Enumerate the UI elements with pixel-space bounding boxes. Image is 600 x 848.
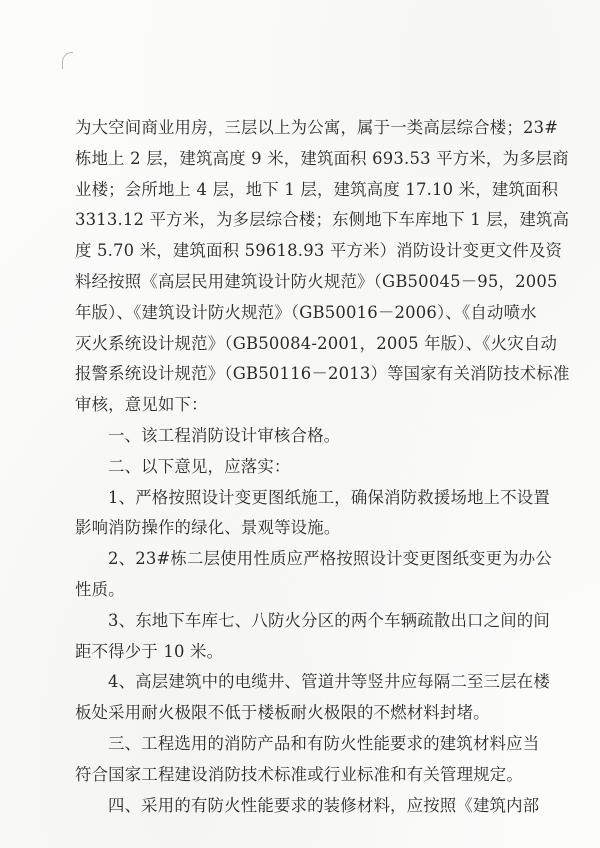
requirement-4-cont: 板处采用耐火极限不低于楼板耐火极限的不燃材料封堵。 — [75, 703, 490, 723]
text-line: 业楼；会所地上 4 层，地下 1 层，建筑高度 17.10 米，建筑面积 — [75, 179, 559, 199]
text-line: 报警系统设计规范》（GB50116－2013）等国家有关消防技术标准 — [75, 364, 570, 384]
text-line: 灭火系统设计规范》（GB50084-2001，2005 年版）、《火灾自动 — [75, 333, 558, 353]
opinion-item-1: 一、该工程消防设计审核合格。 — [108, 425, 341, 445]
requirement-1: 1、严格按照设计变更图纸施工，确保消防救援场地上不设置 — [108, 487, 550, 507]
document-body — [75, 113, 570, 821]
text-line: 为大空间商业用房，三层以上为公寓，属于一类高层综合楼；23# — [75, 118, 559, 137]
requirement-2: 2、23#栋二层使用性质应严格按照设计变更图纸变更为办公 — [108, 549, 552, 569]
text-line: 度 5.70 米，建筑面积 59618.93 平方米）消防设计变更文件及资 — [75, 241, 563, 261]
text-line: 栋地上 2 层，建筑高度 9 米，建筑面积 693.53 平方米，为多层商 — [75, 148, 569, 168]
opinion-item-3-cont: 符合国家工程建设消防技术标准或行业标准和有关管理规定。 — [75, 764, 523, 784]
text-line: 年版）、《建筑设计防火规范》（GB50016－2006）、《自动喷水 — [75, 302, 537, 322]
requirement-3: 3、东地下车库七、八防火分区的两个车辆疏散出口之间的间 — [108, 610, 550, 630]
opinion-item-3: 三、工程选用的消防产品和有防火性能要求的建筑材料应当 — [108, 733, 540, 753]
text-line: 料经按照《高层民用建筑设计防火规范》（GB50045－95，2005 — [75, 271, 558, 291]
opinion-intro-line: 审核，意见如下： — [75, 395, 208, 415]
pen-mark-decoration — [62, 52, 73, 69]
requirement-1-cont: 影响消防操作的绿化、景观等设施。 — [75, 518, 341, 538]
opinion-item-4: 四、采用的有防火性能要求的装修材料，应按照《建筑内部 — [108, 795, 540, 815]
requirement-3-cont: 距不得少于 10 米。 — [75, 641, 224, 661]
requirement-4: 4、高层建筑中的电缆井、管道井等竖井应每隔二至三层在楼 — [108, 672, 550, 692]
requirement-2-cont: 性质。 — [75, 579, 125, 599]
opinion-item-2-heading: 二、以下意见，应落实： — [108, 456, 291, 476]
text-line: 3313.12 平方米，为多层综合楼；东侧地下车库地下 1 层，建筑高 — [75, 210, 570, 230]
